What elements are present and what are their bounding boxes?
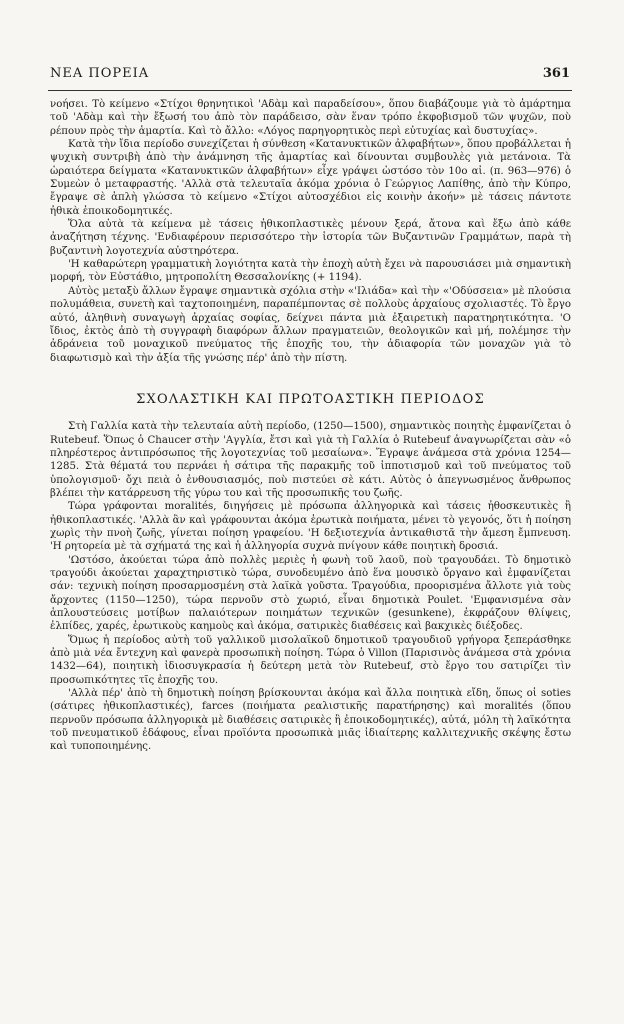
paragraph: Ὅμως ἡ περίοδος αὐτὴ τοῦ γαλλικοῦ μισολαϊκοῦ δημοτικοῦ τραγουδιοῦ γρήγορα ξεπεράσθηκε ἀπὸ μιὰ νέα ἔντεχνη καὶ φανερὰ προσωπικὴ ποίηση. Τώρα ὁ Villon (Παρισινὸς ἀνάμεσα στὰ χρόνια 1432—64), ποιητικὴ ἰδιοσυγκρασία ἡ δεύτερη μετὰ τὸν Rutebeuf, στὸ ἔργο του σατιρίζει τὶν προσωπικότητες τῖς ἐποχῆς του. — [50, 634, 571, 686]
running-header — [50, 66, 570, 86]
paragraph: 'Αλλὰ πέρ' ἀπὸ τὴ δημοτικὴ ποίηση βρίσκουνται ἀκόμα καὶ ἄλλα ποιητικὰ εἴδη, ὅπως οἱ soties (σάτιρες ἠθικοπλαστικές), farces (ποιήματα ρεαλιστικῆς παρατήρησης) καὶ moralités (ὅπου περνοῦν πρόσωπα ἀλληγορικὰ μὲ διαθέσεις σατιρικὲς ἢ ἐποικοδομητικές), αὐτά, μόλη τὴ λαϊκότητα τοῦ πνευματικοῦ ἐδάφους, εἶναι προϊόντα προσωπικὰ μιᾶς ἰδιαίτερης καλλιτεχνικῆς σκέψης ἔστω καὶ τυποποιημένης. — [50, 688, 571, 753]
section-heading: ΣΧΟΛΑΣΤΙΚΗ ΚΑΙ ΠΡΩΤΟΑΣΤΙΚΗ ΠΕΡΙΟΔΟΣ — [136, 391, 485, 407]
paragraph: νοήσει. Τὸ κείμενο «Στίχοι θρηνητικοὶ 'Αδὰμ καὶ παραδείσου», ὅπου διαβάζουμε γιὰ τὸ ἁμάρτημα τοῦ 'Αδὰμ καὶ τὴν ἔξωσή του ἀπὸ τὸν παράδεισο, σὰν ἕναν τρόπο ἐκφοβισμοῦ τῶν ψυχῶν, ποὺ ρέπουν πρὸς τὴν ἁμαρτία. Καὶ τὸ ἄλλο: «Λόγος παρηγορητικὸς περὶ εὐτυχίας καὶ δυστυχίας». — [50, 99, 571, 137]
paragraph: 'Ωστόσο, ἀκούεται τώρα ἀπὸ πολλὲς μεριὲς ἡ φωνὴ τοῦ λαοῦ, ποὺ τραγουδάει. Τὸ δημοτικὸ τραγούδι ἀκούεται χαραχτηριστικὸ τώρα, συνοδευμένο ἀπὸ ἕνα μουσικὸ ὄργανο καὶ ἐμφανίζεται σάν: τεχνικὴ ποίηση προσαρμοσμένη στὰ λαϊκὰ γοῦστα. Τραγούδια, προορισμένα ἄλλοτε γιὰ τοὺς ἄρχοντες (1150—1250), τώρα περνοῦν στὸ χωριό, εἶναι δημοτικὰ Poulet. 'Εμφανισμένα σὰν ἁπλουστεύσεις μοτίβων παλαιότερων ποιημάτων τεχνικῶν (gesunkene), ἐκφράζουν θλίψεις, ἐλπίδες, χαρές, ἐρωτικοὺς καημοὺς καὶ ἀκόμα, σατιρικὲς διαθέσεις καὶ βακχικὲς διέξοδες. — [50, 554, 571, 633]
running-title: ΝΕΑ ΠΟΡΕΙΑ — [50, 66, 150, 81]
paragraph: 'Η καθαρώτερη γραμματικὴ λογιότητα κατὰ τὴν ἐποχὴ αὐτὴ ἔχει νὰ παρουσιάσει μιὰ σημαντικὴ μορφή, τὸν Εὐστάθιο, μητροπολίτη Θεσσαλονίκης (+ 1194). — [50, 259, 571, 284]
page-number: 361 — [542, 66, 570, 81]
paragraph: Στὴ Γαλλία κατὰ τὴν τελευταία αὐτὴ περίοδο, (1250—1500), σημαντικὸς ποιητὴς ἐμφανίζεται ὁ Rutebeuf. Ὅπως ὁ Chaucer στὴν 'Αγγλία, ἔτσι καὶ γιὰ τὴ Γαλλία ὁ Rutebeuf ἀναγνωρίζεται σὰν «ὁ πληρέστερος ἀντιπρόσωπος τῆς λογοτεχνίας τοῦ μεσαίωνα». Ἔγραψε ἀνάμεσα στὰ χρόνια 1254—1285. Στὰ θέματά του περνάει ἡ σάτιρα τῆς παρακμῆς τοῦ ἱπποτισμοῦ καὶ τοῦ πνεύματος τοῦ ὑπολογισμοῦ· ὄχι πειὰ ὁ ἐνθουσιασμός, ποὺ πιστεύει σὲ κάτι. Αὐτὸς ὁ ἀπεγνωσμένος ἄνθρωπος βλέπει τὴν κατάρρευση τῆς γύρω του καὶ τῆς προσωπικῆς του ζωῆς. — [50, 421, 571, 499]
header-rule — [48, 90, 572, 91]
page-body — [50, 98, 571, 754]
paragraph: Τώρα γράφονται moralités, διηγήσεις μὲ πρόσωπα ἀλληγορικὰ καὶ τάσεις ἠθοσκευτικὲς ἢ ἠθικοπλαστικές. 'Αλλὰ ἂν καὶ γράφουνται ἀκόμα ἐρωτικὰ ποιήματα, μένει τὸ γεγονός, ὅτι ἡ ποίηση χωρὶς τὴν πνοὴ ζωῆς, γίνεται ποίηση γραφείου. 'Η δεξιοτεχνία ἀντικαθιστᾶ τὴν ἄμεση ἔμπνευση. 'Η ρητορεία μὲ τὰ σχήματά της καὶ ἡ ἀλληγορία συχνὰ πνίγουν κάθε ποιητικὴ δροσιά. — [50, 501, 571, 553]
paragraph: Αὐτὸς μεταξὺ ἄλλων ἔγραψε σημαντικὰ σχόλια στὴν «'Ιλιάδα» καὶ τὴν «'Οδύσσεια» μὲ πλούσια πολυμάθεια, συνετὴ καὶ ταχτοποιημένη, παραπέμποντας σὲ πολλοὺς ἀρχαίους σχολιαστές. Τὸ ἔργο αὐτό, ἀληθινὴ συναγωγὴ ἀρχαίας σοφίας, δείχνει πάντα μιὰ ἐξαιρετικὴ παρατηρητικότητα. 'Ο ἴδιος, ἐκτὸς ἀπὸ τὴ συγγραφὴ διαφόρων ἄλλων πραγματειῶν, θεολογικῶν καὶ μή, πολέμησε τὴν ἀδράνεια τοῦ μοναχικοῦ πνεύματος τῆς ἐποχῆς του, τὴν ἀδιαφορία τῶν μοναχῶν γιὰ τὸ διαφωτισμὸ καὶ τὴν ἀξία τῆς γνώσης πέρ' ἀπὸ τὴν πίστη. — [50, 285, 571, 364]
paragraph: Κατὰ τὴν ἴδια περίοδο συνεχίζεται ἡ σύνθεση «Κατανυκτικῶν ἀλφαβήτων», ὅπου προβάλλεται ἡ ψυχικὴ συντριβὴ ἀπὸ τὴν ἀνάμνηση τῆς ἁμαρτίας καὶ δίνουνται συμβουλὲς γιὰ μετάνοια. Τὰ ὡραιότερα δείγματα «Κατανυκτικῶν ἀλφαβήτων» εἶχε γράψει ὡστόσο τὸν 10ο αἰ. (π. 963—976) ὁ Συμεὼν ὁ μεταφραστής. 'Αλλὰ στὰ τελευταῖα ἀκόμα χρόνια ὁ Γεώργιος Λαπίθης, ἀπὸ τὴν Κύπρο, ἔγραψε σὲ ἁπλὴ γλώσσα τὸ κείμενο «Στίχοι αὐτοσχέδιοι εἰς κοινὴν ἀκοήν» μὲ τάσεις πάντοτε ἠθικὰ ἐποικοδομητικές. — [50, 139, 571, 217]
paragraph: Ὅλα αὐτὰ τὰ κείμενα μὲ τάσεις ἠθικοπλαστικὲς μένουν ξερά, ἄτονα καὶ ἔξω ἀπὸ κάθε ἀναζήτηση τέχνης. 'Ενδιαφέρουν περισσότερο τὴν ἱστορία τῶν Βυζαντινῶν Γραμμάτων, παρὰ τὴ βυζαντινὴ λογοτεχνία αὐστηρότερα. — [50, 219, 571, 257]
